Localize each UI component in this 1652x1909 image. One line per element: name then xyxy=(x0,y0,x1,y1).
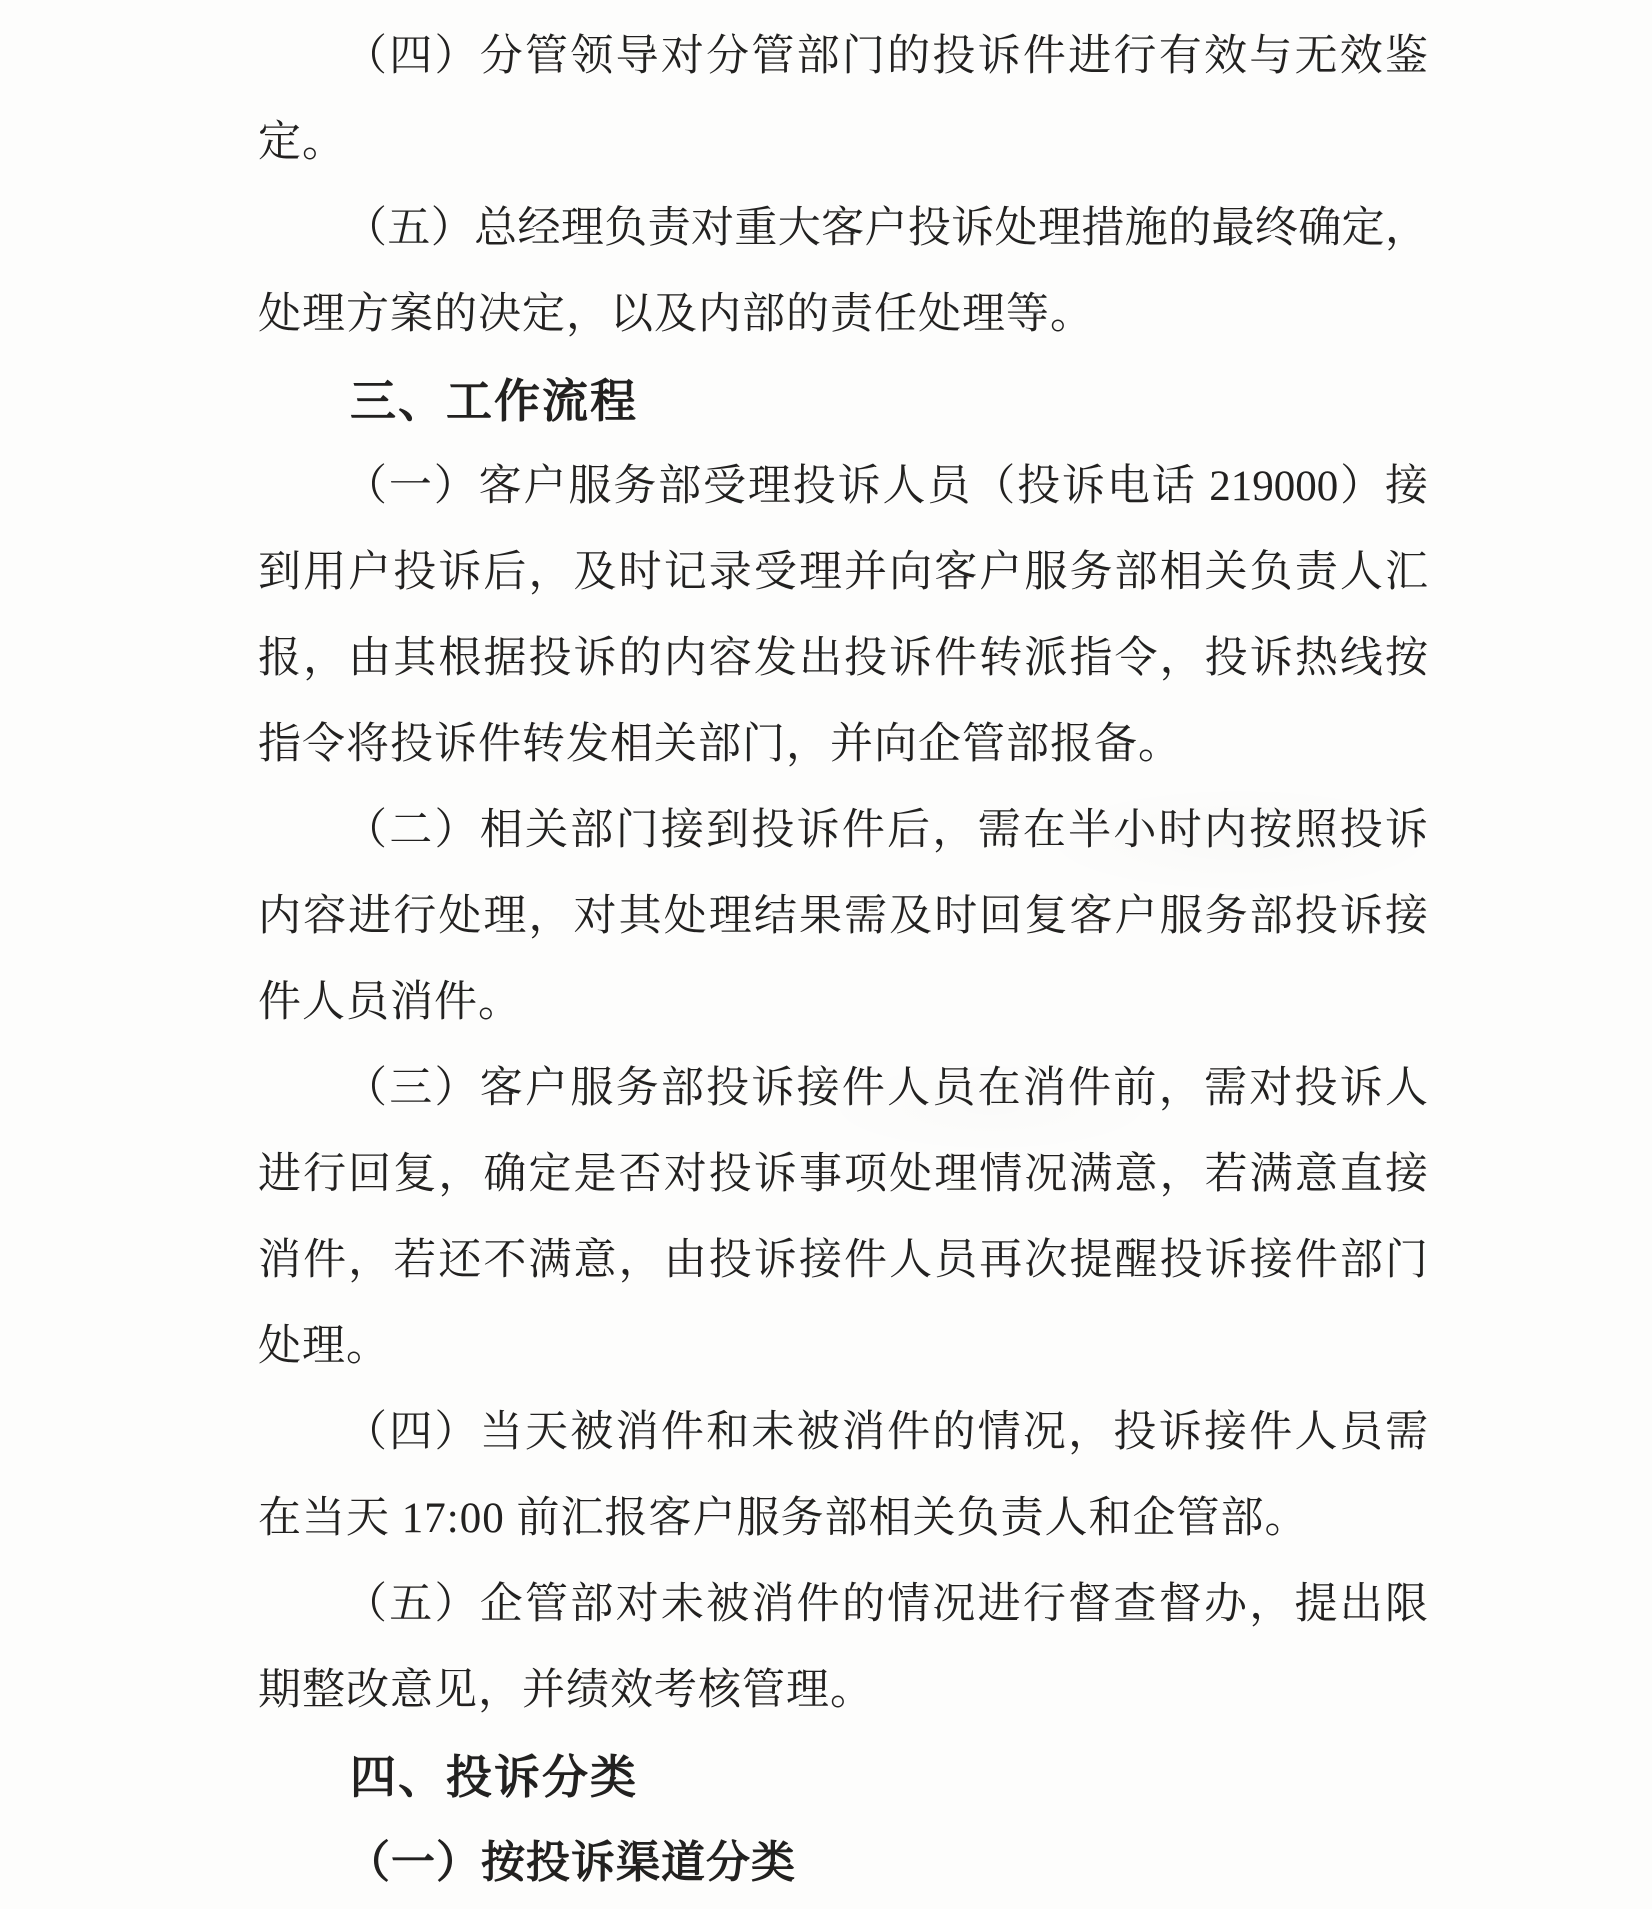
text-line: 到用户投诉后，及时记录受理并向客户服务部相关负责人汇 xyxy=(258,549,1428,596)
text-line: 三、工作流程 xyxy=(350,375,638,427)
text-line: 在当天 17:00 前汇报客户服务部相关负责人和企管部。 xyxy=(258,1495,1309,1542)
text-line: 进行回复，确定是否对投诉事项处理情况满意，若满意直接 xyxy=(258,1151,1428,1198)
text-line: （四）当天被消件和未被消件的情况，投诉接件人员需 xyxy=(344,1409,1428,1456)
text-line: （二）相关部门接到投诉件后，需在半小时内按照投诉 xyxy=(344,807,1428,854)
text-line: 报，由其根据投诉的内容发出投诉件转派指令，投诉热线按 xyxy=(258,635,1428,682)
text-line: （一）客户服务部受理投诉人员（投诉电话 219000）接 xyxy=(344,463,1428,510)
paragraph xyxy=(258,14,1428,186)
text-line: 消件，若还不满意，由投诉接件人员再次提醒投诉接件部门 xyxy=(258,1237,1428,1284)
paragraph xyxy=(258,1562,1428,1734)
text-line: 处理方案的决定，以及内部的责任处理等。 xyxy=(258,291,1094,338)
text-line: （五）总经理负责对重大客户投诉处理措施的最终确定， xyxy=(344,205,1428,252)
text-line: （四）分管领导对分管部门的投诉件进行有效与无效鉴 xyxy=(344,33,1428,80)
document-content xyxy=(258,0,1428,1906)
text-line: 件人员消件。 xyxy=(258,979,522,1026)
paragraph xyxy=(258,788,1428,1046)
text-line: （一）按投诉渠道分类 xyxy=(346,1838,796,1887)
paragraph xyxy=(258,1046,1428,1390)
text-line: （五）企管部对未被消件的情况进行督查督办，提出限 xyxy=(344,1581,1428,1628)
section-heading xyxy=(258,358,1428,444)
text-line: 指令将投诉件转发相关部门，并向企管部报备。 xyxy=(258,721,1182,768)
text-line: （三）客户服务部投诉接件人员在消件前，需对投诉人 xyxy=(344,1065,1428,1112)
text-line: 内容进行处理，对其处理结果需及时回复客户服务部投诉接 xyxy=(258,893,1428,940)
paragraph xyxy=(258,186,1428,358)
paragraph xyxy=(258,1390,1428,1562)
sub-heading xyxy=(258,1820,1428,1906)
text-line: 处理。 xyxy=(258,1323,390,1370)
text-line: 期整改意见，并绩效考核管理。 xyxy=(258,1667,874,1714)
paragraph xyxy=(258,444,1428,788)
text-line: 四、投诉分类 xyxy=(350,1751,638,1803)
section-heading xyxy=(258,1734,1428,1820)
text-line: 定。 xyxy=(258,119,346,166)
